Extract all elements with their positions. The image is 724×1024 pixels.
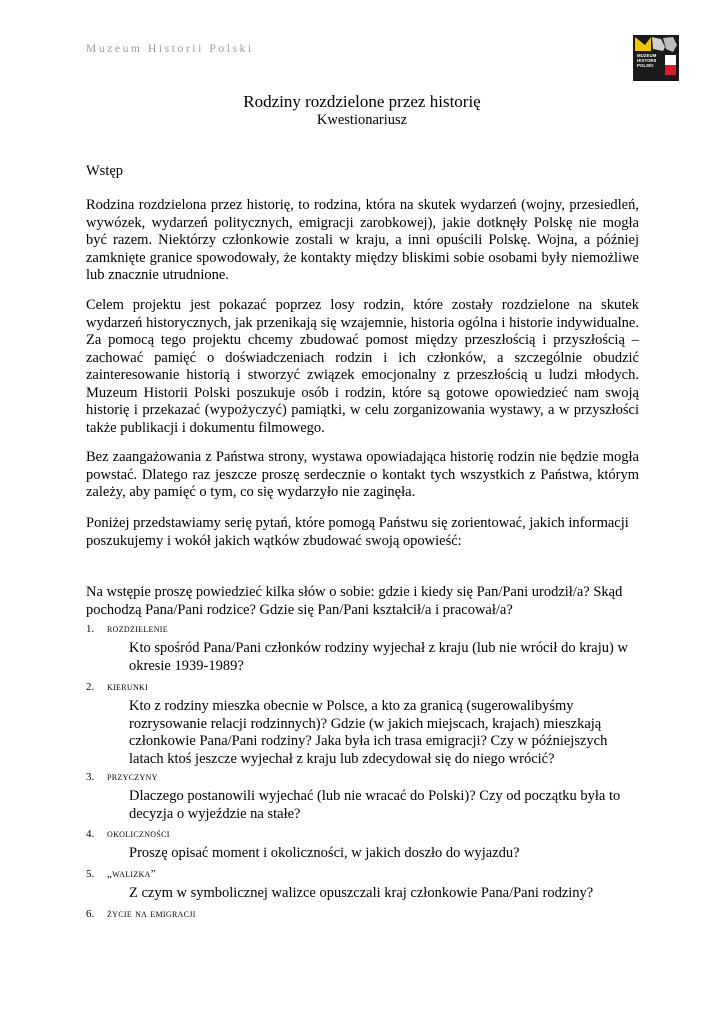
question-label: kierunki bbox=[107, 681, 149, 693]
question-label: okoliczności bbox=[107, 828, 170, 840]
question-number: 4. bbox=[86, 828, 95, 840]
question-text: Dlaczego postanowili wyjechać (lub nie wracać do Polski)? Czy od początku była to decyzja o wyjeździe na stałe? bbox=[129, 788, 621, 822]
museum-header: Muzeum Historii Polski bbox=[86, 43, 254, 55]
logo-line-1: MUZEUM bbox=[637, 53, 657, 58]
paragraph-2: Celem projektu jest pokazać poprzez losy rodzin, które zostały rozdzielone na skutek wydarzeń historycznych, jak przenikają się wzajemnie, historia ogólna i historie indywidualne. Za pomocą tego projektu chcemy zbudować pomost między przeszłością i przyszłością – zachować pamięć o doświadczeniach rodzin i ich członków, a szczególnie obudzić zainteresowanie historią i stworzyć związek emocjonalny z przeszłością u ludzi młodych. Muzeum Historii Polski poszukuje osób i rodzin, które są gotowe opowiedzieć nam swoją historię i przekazać (wypożyczyć) pamiątki, w celu zorganizowania wystawy, a w przyszłości także publikacji i dokumentu filmowego. bbox=[86, 297, 639, 436]
paragraph-4: Poniżej przedstawiamy serię pytań, które pomogą Państwu się zorientować, jakich informacji poszukujemy i wokół jakich wątków zbudować swoją opowieść: bbox=[86, 515, 629, 549]
question-text: Z czym w symbolicznej walizce opuszczali kraj członkowie Pana/Pani rodziny? bbox=[129, 885, 594, 901]
question-label: przyczyny bbox=[107, 771, 158, 783]
paragraph-1: Rodzina rozdzielona przez historię, to rodzina, która na skutek wydarzeń (wojny, przesiedleń, wywózek, wydarzeń politycznych, emigracji zarobkowej), jakie dotknęły Polskę nie mogła być razem. Niektórzy członkowie zostali w kraju, a inni opuścili Polskę. Wojna, a później zamknięte granice spowodowały, że kontakty między bliskimi sobie osobami były niemożliwe lub znacznie utrudnione. bbox=[86, 197, 639, 283]
question-text: Kto z rodziny mieszka obecnie w Polsce, a kto za granicą (sugerowalibyśmy rozrysowanie relacji rodzinnych)? Gdzie (w jakich miejscach, krajach) mieszkają członkowie Pana/Pani rodziny? Jaka była ich trasa emigracji? Czy w późniejszych latach ktoś jeszcze wyjechał z kraju lub zdecydował się do niego wrócić? bbox=[129, 698, 608, 767]
paragraph-3: Bez zaangażowania z Państwa strony, wystawa opowiadająca historię rodzin nie będzie mogła powstać. Dlatego raz jeszcze proszę serdecznie o kontakt tych wszystkich z Państwa, którym zależy, aby pamięć o tym, co się wydarzyło nie zaginęła. bbox=[86, 449, 639, 500]
question-number: 3. bbox=[86, 771, 95, 783]
question-text: Proszę opisać moment i okoliczności, w jakich doszło do wyjazdu? bbox=[129, 845, 520, 861]
document-subtitle: Kwestionariusz bbox=[316, 112, 408, 128]
museum-logo bbox=[633, 35, 679, 81]
question-number: 5. bbox=[86, 868, 95, 880]
section-heading: Wstęp bbox=[86, 163, 124, 179]
logo-line-2: HISTORII bbox=[637, 58, 657, 63]
intro-question: Na wstępie proszę powiedzieć kilka słów o sobie: gdzie i kiedy się Pan/Pani urodził/a? Skąd pochodzą Pana/Pani rodzice? Gdzie się Pan/Pani kształcił/a i pracował/a? bbox=[86, 584, 623, 618]
question-number: 6. bbox=[86, 908, 95, 920]
question-label: „walizka” bbox=[107, 868, 156, 880]
document-title: Rodziny rozdzielone przez historię bbox=[243, 92, 481, 111]
question-number: 2. bbox=[86, 681, 95, 693]
question-text: Kto spośród Pana/Pani członków rodziny wyjechał z kraju (lub nie wrócił do kraju) w okresie 1939-1989? bbox=[129, 640, 628, 674]
question-label: życie na emigracji bbox=[107, 908, 196, 920]
question-number: 1. bbox=[86, 623, 95, 635]
question-label: rozdzielenie bbox=[107, 623, 168, 635]
logo-line-3: POLSKI bbox=[637, 63, 654, 68]
